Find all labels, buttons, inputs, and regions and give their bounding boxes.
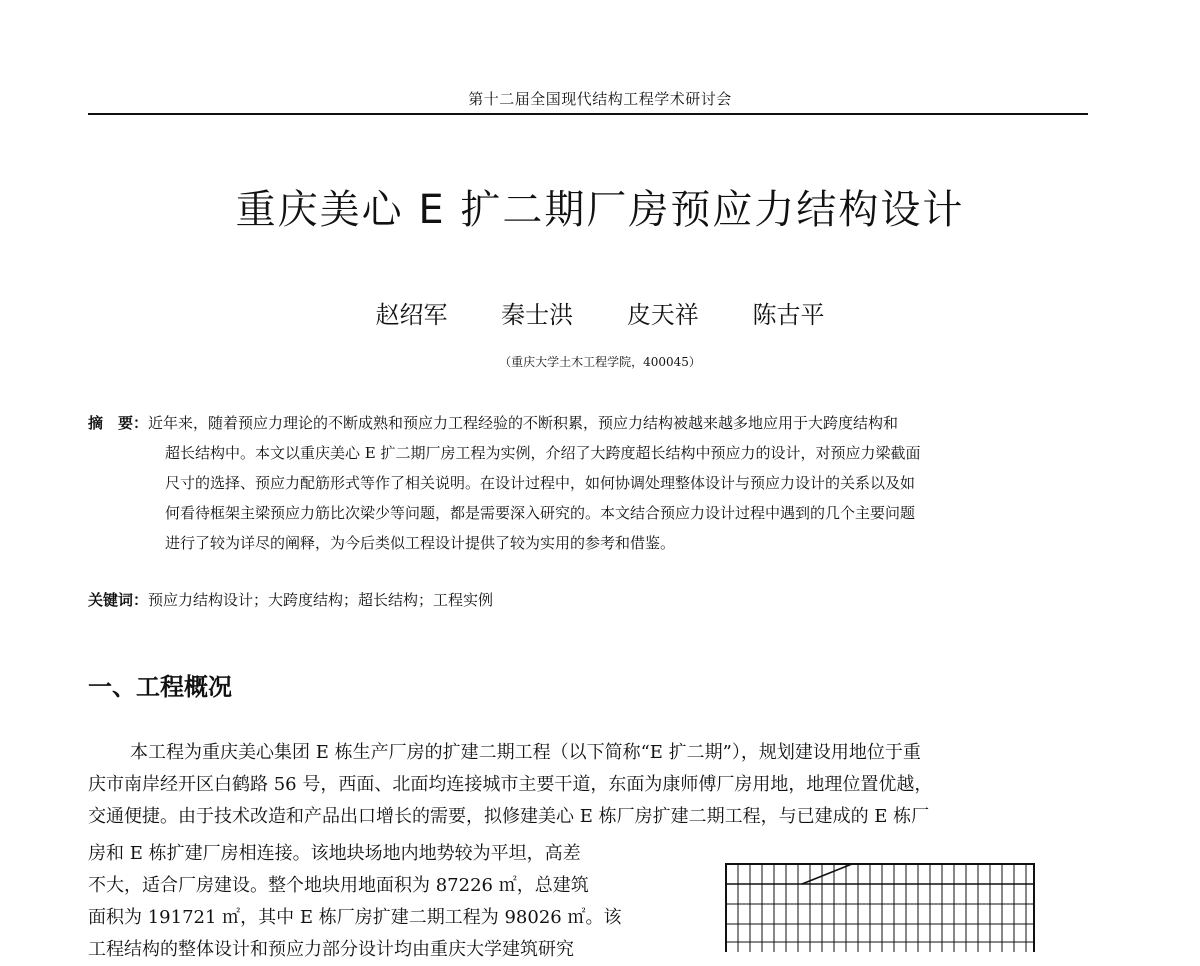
author-name: 皮天祥 [626,301,699,329]
keywords-text: 预应力结构设计；大跨度结构；超长结构；工程实例 [148,591,494,609]
paper-title: 重庆美心 E 扩二期厂房预应力结构设计 [235,187,965,233]
abstract-text: 近年来，随着预应力理论的不断成熟和预应力工程经验的不断积累，预应力结构被越来越多地应用于大跨度结构和 [148,414,899,432]
body-line: 本工程为重庆美心集团 E 栋生产厂房的扩建二期工程（以下简称“E 扩二期”），规划建设用地位于重 [130,742,921,763]
abstract-line: 尺寸的选择、预应力配筋形式等作了相关说明。在设计过程中，如何协调处理整体设计与预应力设计的关系以及如 [165,474,916,492]
header-rule [88,113,1088,115]
author-name: 秦士洪 [501,301,574,329]
abstract-label: 摘 要： [88,414,149,432]
abstract-line: 何看待框架主梁预应力筋比次梁少等问题，都是需要深入研究的。本文结合预应力设计过程中遇到的几个主要问题 [165,504,916,522]
structural-plan-drawing [722,858,1038,952]
author-list [0,295,1200,330]
body-line: 交通便捷。由于技术改造和产品出口增长的需要，拟修建美心 E 栋厂房扩建二期工程，与已建成的 E 栋厂 [88,806,930,827]
abstract-line: 进行了较为详尽的阐释，为今后类似工程设计提供了较为实用的参考和借鉴。 [165,534,676,552]
abstract-line: 超长结构中。本文以重庆美心 E 扩二期厂房工程为实例，介绍了大跨度超长结构中预应力的设计，对预应力梁截面 [165,444,921,462]
body-line: 庆市南岸经开区白鹤路 56 号，西面、北面均连接城市主要干道，东面为康师傅厂房用地，地理位置优越， [88,774,933,795]
keywords-label: 关键词： [88,591,149,609]
body-line: 工程结构的整体设计和预应力部分设计均由重庆大学建筑研究 [88,939,574,960]
affiliation: （重庆大学土木工程学院，400045） [499,355,701,369]
body-line: 不大，适合厂房建设。整个地块用地面积为 87226 ㎡，总建筑 [88,875,589,896]
body-line: 房和 E 栋扩建厂房相连接。该地块场地内地势较为平坦，高差 [88,843,581,864]
author-name: 陈古平 [752,301,825,329]
body-line: 面积为 191721 ㎡，其中 E 栋厂房扩建二期工程为 98026 ㎡。该 [88,907,622,928]
section-heading: 一、工程概况 [88,673,232,701]
keywords-line [88,585,1088,615]
abstract-line [88,408,1088,438]
author-name: 赵绍军 [375,301,448,329]
running-header: 第十二届全国现代结构工程学术研讨会 [468,90,732,108]
